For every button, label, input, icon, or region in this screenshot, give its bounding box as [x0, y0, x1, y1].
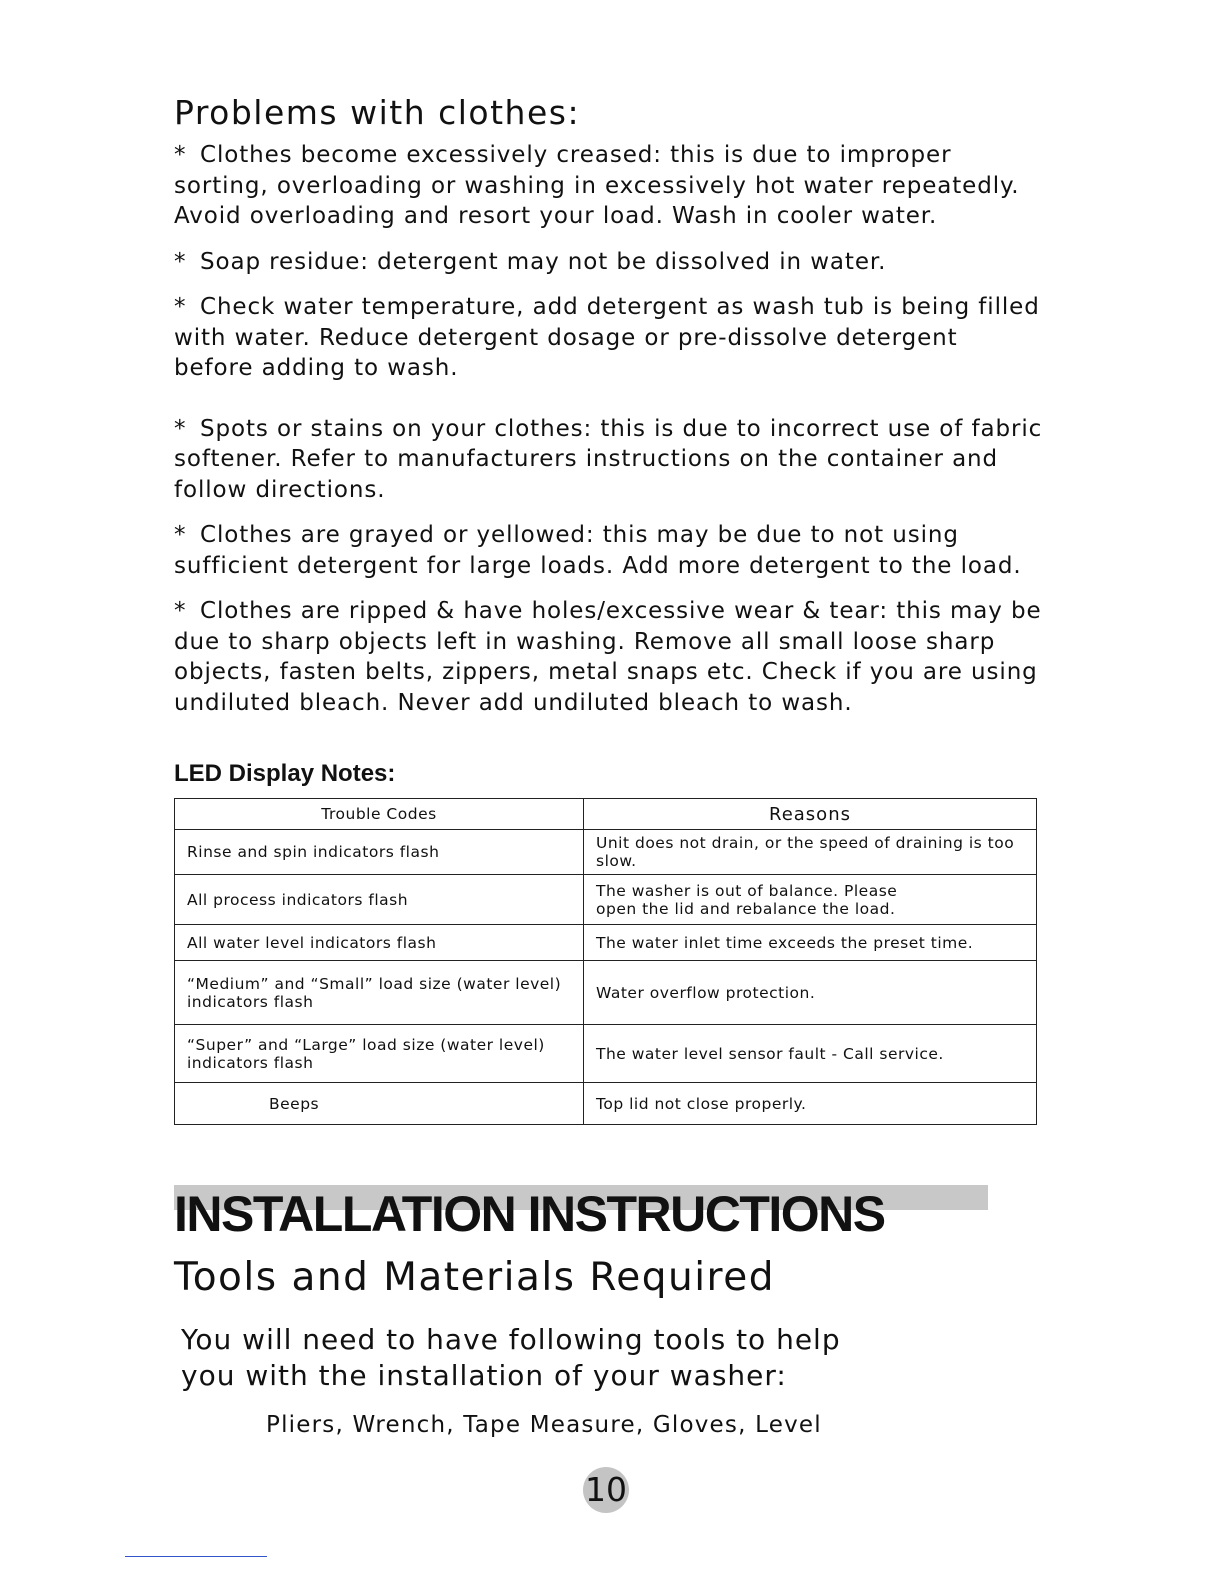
trouble-code-cell: Rinse and spin indicators flash	[175, 830, 584, 875]
tools-list: Pliers, Wrench, Tape Measure, Gloves, Level	[266, 1412, 822, 1438]
trouble-code-cell: All process indicators flash	[175, 875, 584, 925]
table-row	[175, 875, 1037, 925]
page-content	[174, 90, 1044, 1438]
table-row	[175, 925, 1037, 961]
bullet-asterisk: *	[174, 142, 187, 168]
problem-item-text: Clothes are grayed or yellowed: this may be due to not using sufficient detergent for large loads. Add more detergent to the load.	[174, 522, 1022, 579]
led-display-notes-title: LED Display Notes:	[174, 760, 396, 787]
reason-cell: Water overflow protection.	[584, 961, 1037, 1025]
reason-cell: The water inlet time exceeds the preset time.	[584, 925, 1037, 961]
led-trouble-codes-table	[174, 798, 1037, 1125]
bullet-asterisk: *	[174, 415, 187, 442]
problem-item	[174, 414, 1044, 506]
reason-cell: The washer is out of balance. Please open the lid and rebalance the load.	[584, 875, 1037, 925]
problem-item-text: Soap residue: detergent may not be dissolved in water.	[200, 248, 887, 275]
tools-intro: You will need to have following tools to help you with the installation of your washer:	[181, 1323, 841, 1392]
problem-item	[174, 292, 1044, 384]
table-row	[175, 830, 1037, 875]
bullet-asterisk: *	[174, 248, 187, 275]
problem-item	[174, 520, 1044, 581]
trouble-code-cell: Beeps	[175, 1083, 584, 1125]
header-reasons: Reasons	[584, 799, 1037, 830]
bullet-asterisk: *	[174, 522, 187, 548]
table-header-row	[175, 799, 1037, 830]
table-row	[175, 961, 1037, 1025]
problem-item-text: Check water temperature, add detergent as wash tub is being filled with water. Reduce detergent dosage or pre-dissolve detergent before adding to wash.	[174, 294, 1040, 381]
reason-cell: Unit does not drain, or the speed of draining is too slow.	[584, 830, 1037, 875]
reason-cell: Top lid not close properly.	[584, 1083, 1037, 1125]
page-number: 10	[583, 1467, 629, 1513]
table-row	[175, 1083, 1037, 1125]
reason-cell: The water level sensor fault - Call service.	[584, 1025, 1037, 1083]
trouble-code-cell: “Medium” and “Small” load size (water level) indicators flash	[175, 961, 584, 1025]
problem-item-text: Spots or stains on your clothes: this is due to incorrect use of fabric softener. Refer to manufacturers instructions on the container and follow directions.	[174, 415, 1043, 503]
installation-header	[174, 1185, 1044, 1243]
problems-title: Problems with clothes:	[174, 93, 581, 132]
problem-item-text: Clothes are ripped & have holes/excessive wear & tear: this may be due to sharp objects left in washing. Remove all small loose sharp objects, fasten belts, zippers, metal snaps etc. Check if you are using undiluted bleach. Never add undiluted bleach to wash.	[174, 598, 1042, 716]
header-trouble-codes: Trouble Codes	[175, 799, 584, 830]
problem-item-text: Clothes become excessively creased: this is due to improper sorting, overloading or washing in excessively hot water repeatedly. Avoid overloading and resort your load. Wash in cooler water.	[174, 142, 1020, 229]
installation-title: INSTALLATION INSTRUCTIONS	[174, 1186, 885, 1242]
problem-item	[174, 247, 1044, 278]
trouble-code-cell: “Super” and “Large” load size (water level) indicators flash	[175, 1025, 584, 1083]
trouble-code-cell: All water level indicators flash	[175, 925, 584, 961]
table-row	[175, 1025, 1037, 1083]
bullet-asterisk: *	[174, 598, 187, 624]
tools-title: Tools and Materials Required	[174, 1255, 775, 1300]
problem-item	[174, 596, 1044, 718]
problem-item	[174, 140, 1044, 232]
bullet-asterisk: *	[174, 294, 187, 320]
footer-line	[125, 1556, 267, 1557]
